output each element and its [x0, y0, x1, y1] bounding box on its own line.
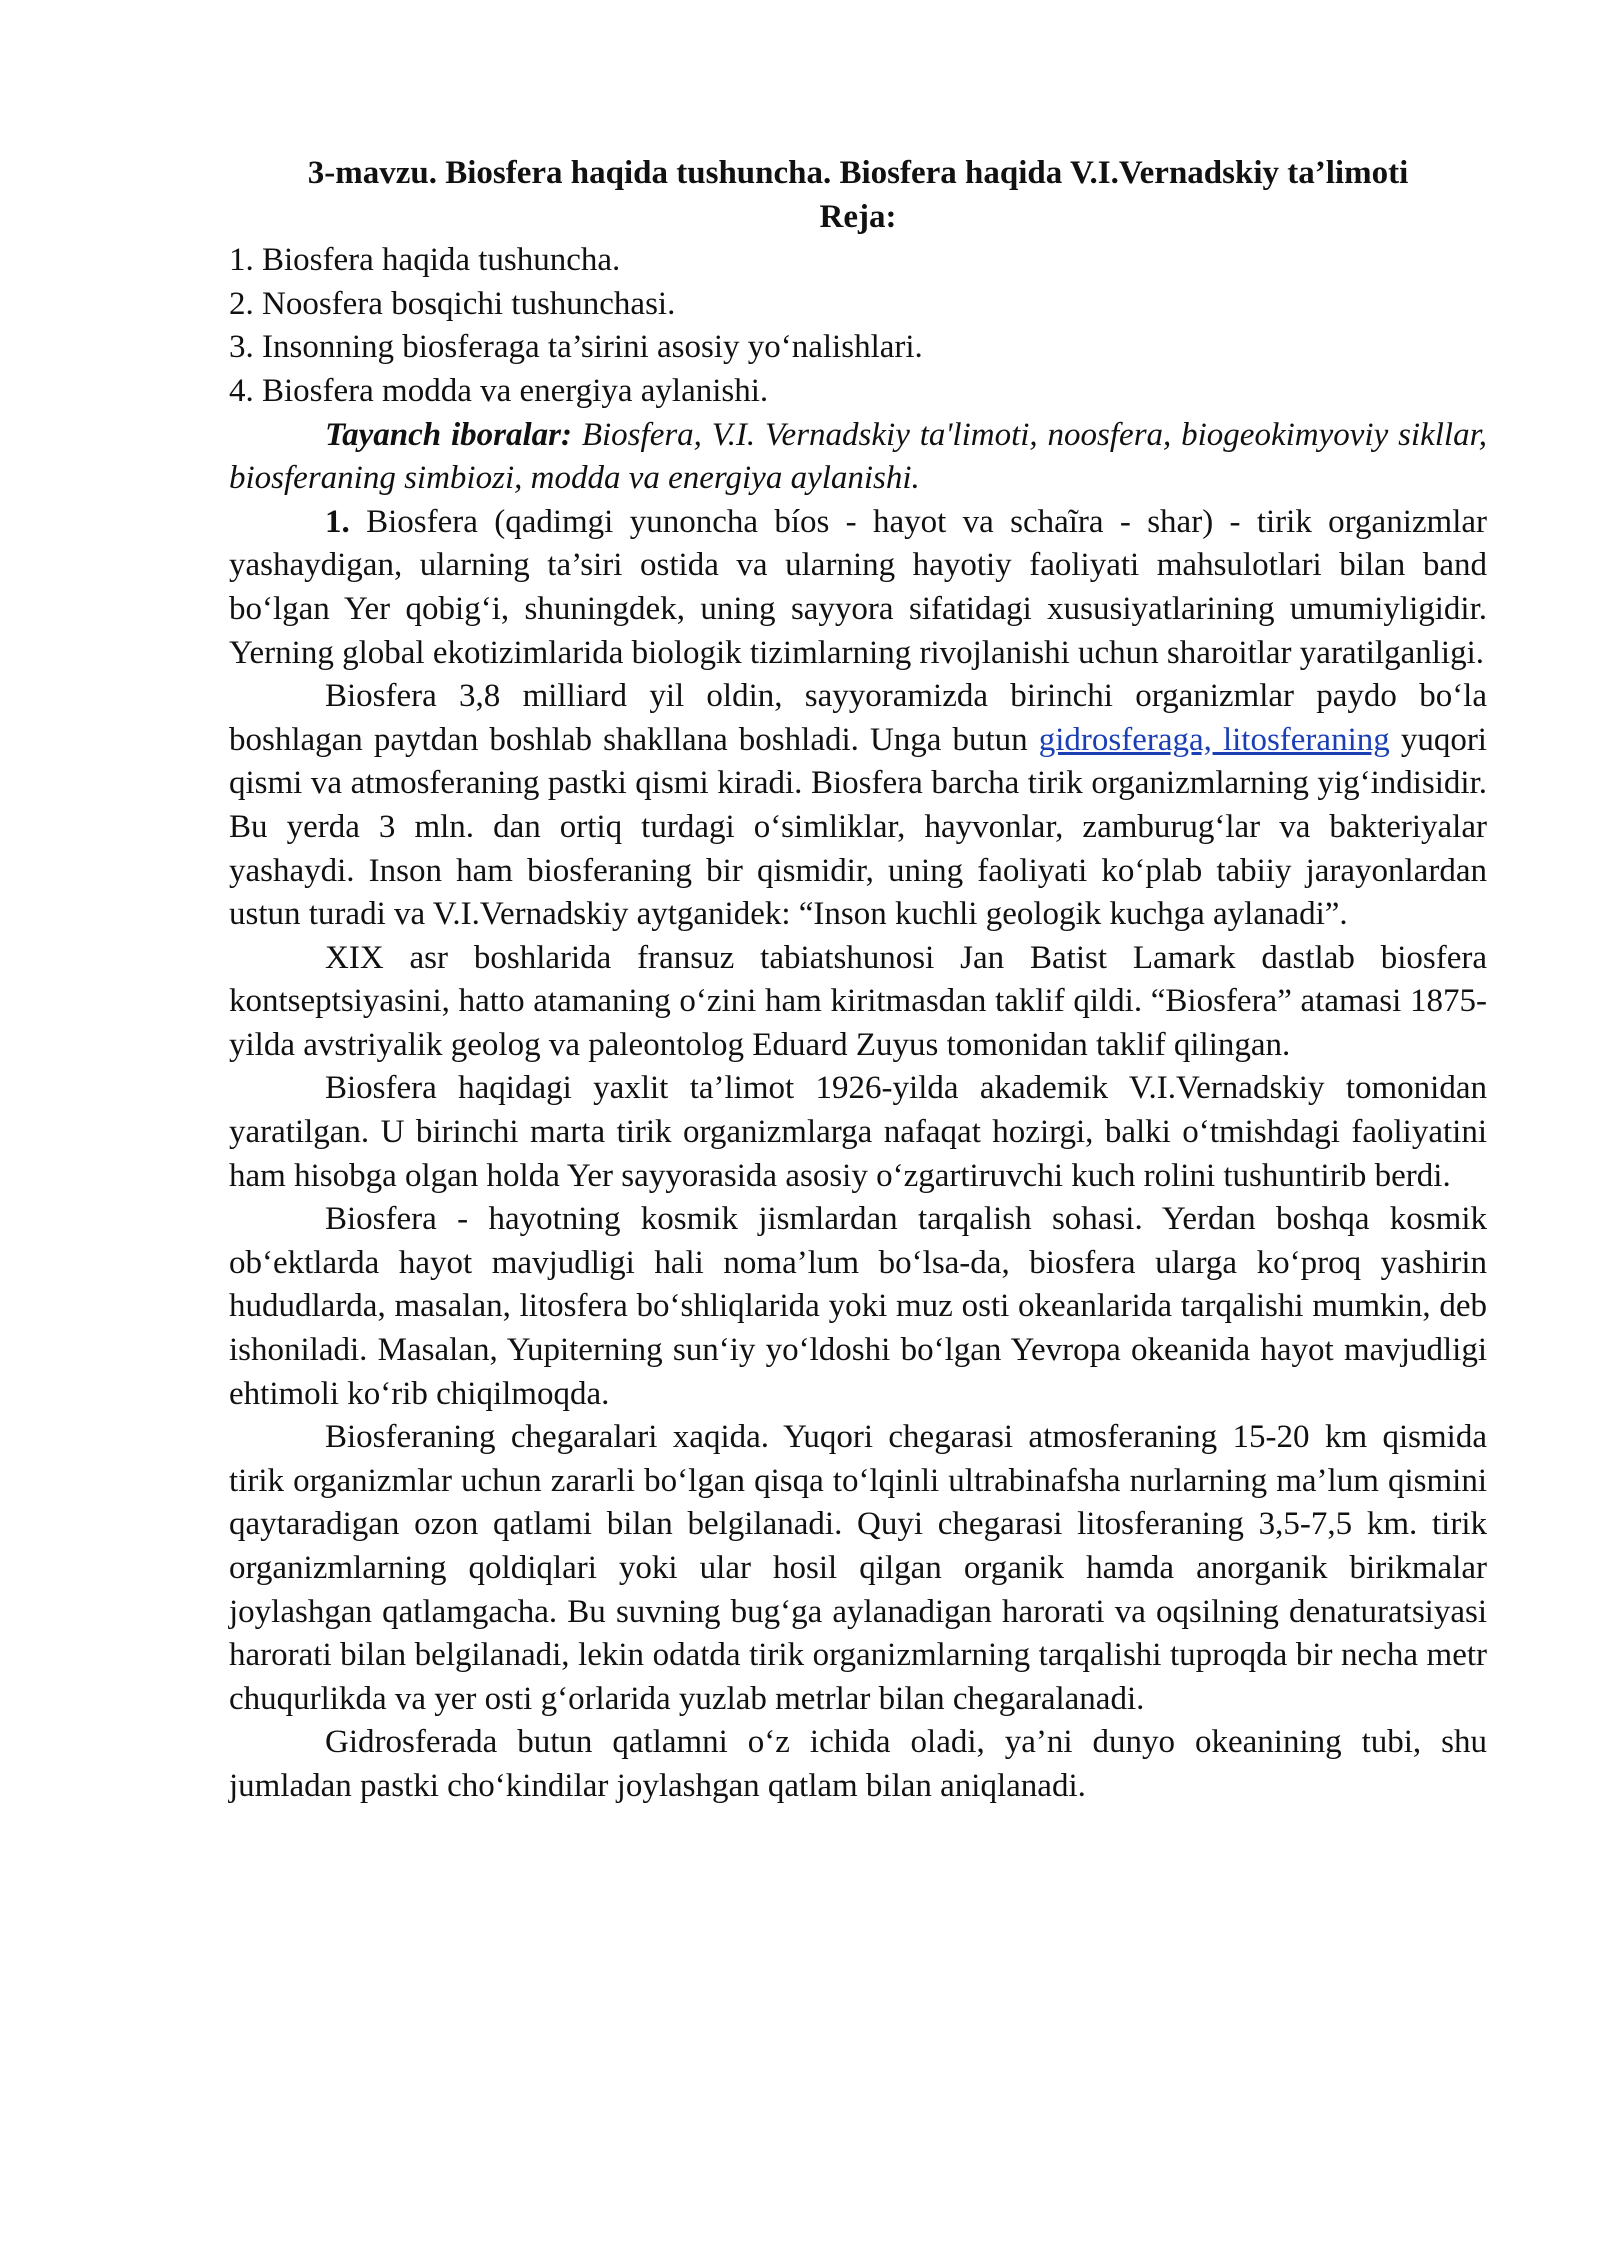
plan-item-4: 4. Biosfera modda va energiya aylanishi.: [229, 372, 769, 409]
document-title: 3-mavzu. Biosfera haqida tushuncha. Biosfera haqida V.I.Vernadskiy ta’limoti: [307, 155, 1409, 191]
section-number: 1.: [325, 503, 350, 540]
paragraph-1: [229, 501, 1487, 675]
hydrosphere-link[interactable]: gidrosferaga, litosferaning: [1038, 721, 1390, 758]
plan-list: [229, 239, 1487, 413]
paragraph-3: XIX asr boshlarida fransuz tabiatshunosi Jan Batist Lamark dastlab biosfera kontseptsiyasini, hatto atamaning o‘zini ham kiritmasdan taklif qildi. “Biosfera” atamasi 1875-yilda avstriyalik geolog va paleontolog Eduard Zuyus tomonidan taklif qilingan.: [229, 939, 1487, 1063]
paragraph-6: Biosferaning chegaralari xaqida. Yuqori chegarasi atmosferaning 15-20 km qismida tirik organizmlar uchun zararli bo‘lgan qisqa to‘lqinli ultrabinafsha nurlarning ma’lum qismini qaytaradigan ozon qatlami bilan belgilanadi. Quyi chegarasi litosferaning 3,5-7,5 km. tirik organizmlarning qoldiqlari yoki ular hosil qilgan organik hamda anorganik birikmalar joylashgan qatlamgacha. Bu suvning bug‘ga aylanadigan harorati va oqsilning denaturatsiyasi harorati bilan belgilanadi, lekin odatda tirik organizmlarning tarqalishi tuproqda bir necha metr chuqurlikda va yer osti g‘orlarida yuzlab metrlar bilan chegaralanadi.: [229, 1419, 1487, 1717]
plan-item-1: 1. Biosfera haqida tushuncha.: [229, 242, 621, 279]
paragraph-5: Biosfera - hayotning kosmik jismlardan tarqalish sohasi. Yerdan boshqa kosmik ob‘ektlarda hayot mavjudligi hali noma’lum bo‘lsa-da, biosfera ularga ko‘proq yashirin hududlarda, masalan, litosfera bo‘shliqlarida yoki muz osti okeanlarida tarqalishi mumkin, deb ishoniladi. Masalan, Yupiterning sun‘iy yo‘ldoshi bo‘lgan Yevropa okeanida hayot mavjudligi ehtimoli ko‘rib chiqilmoqda.: [229, 1201, 1487, 1412]
paragraph-2-text-before: Biosfera 3,8 milliard yil oldin, sayyoramizda birinchi organizmlar paydo bo‘la boshlagan paytdan boshlab shakllana boshladi. Unga butun: [229, 678, 1487, 758]
plan-item-3: 3. Insonning biosferaga ta’sirini asosiy yo‘nalishlari.: [229, 329, 923, 366]
plan-heading: Reja:: [819, 198, 897, 235]
paragraph-4: Biosfera haqidagi yaxlit ta’limot 1926-yilda akademik V.I.Vernadskiy tomonidan yaratilgan. U birinchi marta tirik organizmlarga nafaqat hozirgi, balki o‘tmishdagi faoliyatini ham hisobga olgan holda Yer sayyorasida asosiy o‘zgartiruvchi kuch rolini tushuntirib berdi.: [229, 1070, 1487, 1194]
paragraph-2-text-after: yuqori qismi va atmosferaning pastki qismi kiradi. Biosfera barcha tirik organizmlarning yig‘indisidir. Bu yerda 3 mln. dan ortiq turdagi o‘simliklar, hayvonlar, zamburug‘lar va bakteriyalar yashaydi. Inson ham biosferaning bir qismidir, uning faoliyati ko‘plab tabiiy jarayonlardan ustun turadi va V.I.Vernadskiy aytganidek: “Inson kuchli geologik kuchga aylanadi”.: [229, 721, 1487, 933]
keywords-label: Tayanch iboralar:: [325, 416, 572, 453]
keywords-paragraph: [229, 414, 1487, 501]
paragraph-2: [229, 675, 1487, 937]
document-page: [229, 152, 1487, 1809]
plan-item-2: 2. Noosfera bosqichi tushunchasi.: [229, 285, 676, 322]
keywords-text: Biosfera, V.I. Vernadskiy ta'limoti, noosfera, biogeokimyoviy sikllar, biosferaning simbiozi, modda va energiya aylanishi.: [229, 416, 1487, 497]
paragraph-7: Gidrosferada butun qatlamni o‘z ichida oladi, ya’ni dunyo okeanining tubi, shu jumladan pastki cho‘kindilar joylashgan qatlam bilan aniqlanadi.: [229, 1724, 1487, 1804]
paragraph-1-text: Biosfera (qadimgi yunoncha bíos - hayot va schaĩra - shar) - tirik organizmlar yashaydigan, ularning ta’siri ostida va ularning hayotiy faoliyati mahsulotlari bilan band bo‘lgan Yer qobig‘i, shuningdek, uning sayyora sifatidagi xususiyatlarining umumiyligidir. Yerning global ekotizimlarida biologik tizimlarning rivojlanishi uchun sharoitlar yaratilganligi.: [229, 503, 1487, 671]
